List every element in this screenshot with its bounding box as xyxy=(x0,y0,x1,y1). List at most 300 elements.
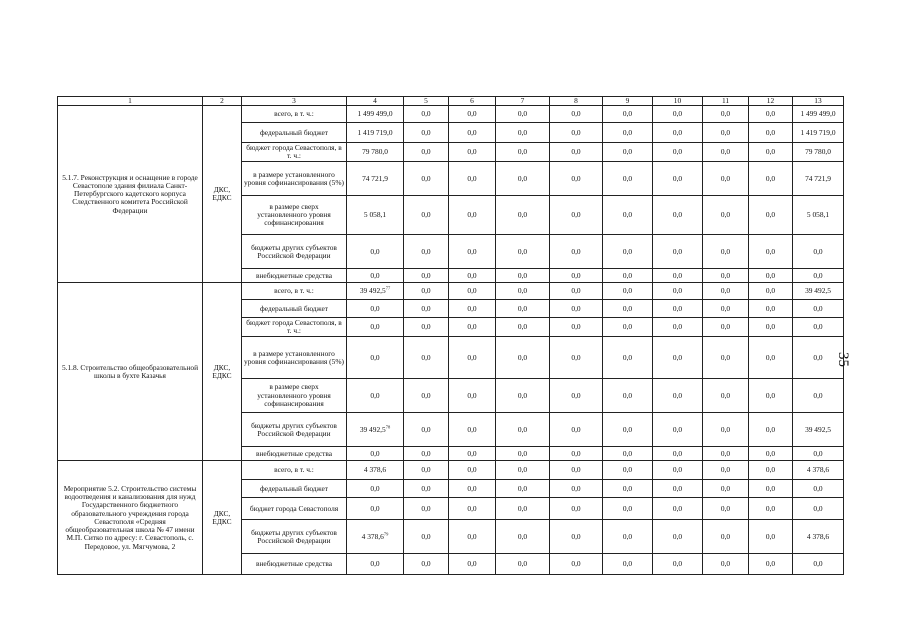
value-text: 0,0 xyxy=(421,303,431,313)
value-cell xyxy=(347,196,404,235)
value-cell xyxy=(550,269,603,283)
value-text: 0,0 xyxy=(467,246,477,256)
value-cell xyxy=(496,461,550,480)
value-cell xyxy=(347,269,404,283)
value-cell xyxy=(550,300,603,318)
value-text: 0,0 xyxy=(517,303,528,313)
value-text: 0,0 xyxy=(517,147,528,157)
value-cell xyxy=(347,480,404,498)
value-text: 0,0 xyxy=(720,147,731,157)
value-text: 0,0 xyxy=(672,286,683,296)
value-cell xyxy=(449,461,496,480)
value-cell xyxy=(449,520,496,554)
column-header: 11 xyxy=(703,97,749,106)
value-text: 0,0 xyxy=(421,147,431,157)
value-cell xyxy=(449,480,496,498)
value-text: 0,0 xyxy=(813,390,823,400)
value-text: 1 419 719,0 xyxy=(357,127,393,137)
value-text: 0,0 xyxy=(517,210,528,220)
value-text: 0,0 xyxy=(517,503,528,513)
value-text: 0,0 xyxy=(421,127,431,137)
value-text: 0,0 xyxy=(467,147,477,157)
value-cell xyxy=(496,235,550,269)
value-cell xyxy=(749,520,793,554)
value-text: 0,0 xyxy=(672,483,683,493)
value-cell xyxy=(449,300,496,318)
value-cell xyxy=(449,283,496,300)
value-text: 0,0 xyxy=(467,424,477,434)
header-row xyxy=(58,97,844,106)
table-row xyxy=(58,461,844,480)
value-text: 0,0 xyxy=(370,483,380,493)
value-cell xyxy=(749,318,793,337)
value-text: 0,0 xyxy=(765,352,776,362)
funding-source-label: в размере сверх установленного уровня софинансирования xyxy=(242,379,347,413)
value-cell xyxy=(703,498,749,520)
value-cell xyxy=(653,520,703,554)
value-cell xyxy=(603,461,653,480)
value-text: 0,0 xyxy=(517,173,528,183)
value-text: 0,0 xyxy=(765,448,776,458)
funding-source-label: в размере установленного уровня софинансирования (5%) xyxy=(242,337,347,379)
value-text: 0,0 xyxy=(571,286,581,296)
value-cell xyxy=(404,123,449,143)
column-header: 7 xyxy=(496,97,550,106)
value-cell xyxy=(603,123,653,143)
value-cell xyxy=(603,318,653,337)
value-text: 0,0 xyxy=(720,390,731,400)
value-text: 74 721,9 xyxy=(805,173,831,183)
value-cell xyxy=(793,300,844,318)
value-cell xyxy=(404,413,449,447)
value-cell xyxy=(653,269,703,283)
value-text: 0,0 xyxy=(672,322,683,332)
value-cell xyxy=(496,554,550,575)
value-text: 0,0 xyxy=(571,173,581,183)
value-cell xyxy=(653,413,703,447)
value-cell xyxy=(550,162,603,196)
value-cell xyxy=(550,143,603,162)
value-cell xyxy=(603,162,653,196)
value-cell xyxy=(653,498,703,520)
value-cell xyxy=(603,447,653,461)
value-text: 39 492,5 xyxy=(805,424,831,434)
value-text: 0,0 xyxy=(672,390,683,400)
value-cell xyxy=(793,461,844,480)
value-text: 0,0 xyxy=(765,465,776,475)
value-cell xyxy=(749,447,793,461)
value-text: 1 499 499,0 xyxy=(357,109,393,119)
value-cell xyxy=(793,480,844,498)
value-text: 0,0 xyxy=(370,390,380,400)
value-cell xyxy=(603,520,653,554)
value-text: 0,0 xyxy=(720,322,731,332)
value-text: 0,0 xyxy=(370,448,380,458)
value-text: 5 058,1 xyxy=(363,210,387,220)
value-cell xyxy=(550,283,603,300)
value-cell xyxy=(749,337,793,379)
value-text: 0,0 xyxy=(571,246,581,256)
value-text: 0,0 xyxy=(467,210,477,220)
value-cell xyxy=(449,318,496,337)
value-text: 0,0 xyxy=(672,448,683,458)
value-cell xyxy=(653,447,703,461)
value-cell xyxy=(496,498,550,520)
value-cell xyxy=(603,379,653,413)
value-cell xyxy=(793,106,844,123)
value-cell xyxy=(347,106,404,123)
value-text: 0,0 xyxy=(370,303,380,313)
value-cell xyxy=(653,283,703,300)
value-cell xyxy=(404,143,449,162)
value-cell xyxy=(404,447,449,461)
funding-source-label: бюджеты других субъектов Российской Федерации xyxy=(242,520,347,554)
value-text: 0,0 xyxy=(720,352,731,362)
value-cell xyxy=(653,196,703,235)
value-cell xyxy=(653,300,703,318)
value-cell xyxy=(347,123,404,143)
value-cell xyxy=(749,283,793,300)
value-text: 0,0 xyxy=(622,465,633,475)
value-text: 39 492,5 xyxy=(359,424,386,434)
value-text: 0,0 xyxy=(672,352,683,362)
column-header: 8 xyxy=(550,97,603,106)
value-cell xyxy=(550,498,603,520)
value-text: 0,0 xyxy=(622,270,633,280)
value-text: 0,0 xyxy=(720,270,731,280)
value-text: 0,0 xyxy=(517,465,528,475)
value-cell xyxy=(496,106,550,123)
value-text: 0,0 xyxy=(517,286,528,296)
value-text: 4 378,6 xyxy=(363,465,387,475)
value-text: 0,0 xyxy=(421,246,431,256)
value-cell xyxy=(653,337,703,379)
value-text: 0,0 xyxy=(622,246,633,256)
value-cell xyxy=(550,413,603,447)
value-text: 0,0 xyxy=(622,210,633,220)
value-text: 0,0 xyxy=(370,270,380,280)
value-text: 0,0 xyxy=(813,352,823,362)
value-cell xyxy=(404,318,449,337)
value-text: 0,0 xyxy=(517,559,528,569)
table-row xyxy=(58,283,844,300)
funding-source-label: внебюджетные средства xyxy=(242,269,347,283)
value-cell xyxy=(449,554,496,575)
value-text: 0,0 xyxy=(517,390,528,400)
value-cell xyxy=(404,162,449,196)
column-header: 4 xyxy=(347,97,404,106)
value-cell xyxy=(347,235,404,269)
value-cell xyxy=(603,480,653,498)
value-cell xyxy=(550,235,603,269)
value-cell xyxy=(703,235,749,269)
value-cell xyxy=(449,162,496,196)
value-cell xyxy=(496,269,550,283)
value-cell xyxy=(404,106,449,123)
value-cell xyxy=(496,337,550,379)
value-cell xyxy=(703,196,749,235)
value-cell xyxy=(749,300,793,318)
value-text: 0,0 xyxy=(765,173,776,183)
value-cell xyxy=(793,318,844,337)
value-text: 0,0 xyxy=(370,503,380,513)
value-cell xyxy=(347,283,404,300)
measure-name: 5.1.7. Реконструкция и оснащение в городе Севастополе здания филиала Санкт-Петербургского кадетского корпуса Следственного комитета Российской Федерации xyxy=(58,106,203,283)
value-cell xyxy=(404,269,449,283)
value-text: 0,0 xyxy=(517,483,528,493)
value-text: 0,0 xyxy=(813,448,823,458)
value-cell xyxy=(496,379,550,413)
value-cell xyxy=(603,196,653,235)
value-cell xyxy=(793,143,844,162)
value-text: 0,0 xyxy=(370,322,380,332)
funding-source-label: в размере установленного уровня софинансирования (5%) xyxy=(242,162,347,196)
value-text: 0,0 xyxy=(517,531,528,541)
value-cell xyxy=(347,413,404,447)
value-cell xyxy=(793,235,844,269)
value-text: 0,0 xyxy=(765,424,776,434)
value-cell xyxy=(603,269,653,283)
footnote-mark: 77 xyxy=(385,285,391,291)
value-cell xyxy=(653,554,703,575)
value-text: 0,0 xyxy=(765,390,776,400)
table-body xyxy=(58,97,844,575)
value-text: 0,0 xyxy=(517,246,528,256)
value-text: 0,0 xyxy=(720,109,731,119)
value-text: 0,0 xyxy=(813,483,823,493)
value-text: 0,0 xyxy=(622,503,633,513)
value-text: 0,0 xyxy=(421,322,431,332)
value-cell xyxy=(749,269,793,283)
value-cell xyxy=(653,143,703,162)
value-cell xyxy=(749,413,793,447)
value-cell xyxy=(653,123,703,143)
value-cell xyxy=(603,106,653,123)
value-cell xyxy=(793,162,844,196)
value-text: 0,0 xyxy=(571,465,581,475)
measure-name: Мероприятие 5.2. Строительство системы водоотведения и канализования для нужд Государственного бюджетного образовательного учреждения города Севастополя «Средняя общеобразовательная школа № 47 имени М.П. Ситко по адресу: г. Севастополь, с. Передовое, ул. Мягчумова, 2 xyxy=(58,461,203,575)
value-cell xyxy=(703,379,749,413)
value-text: 0,0 xyxy=(672,127,683,137)
column-header: 9 xyxy=(603,97,653,106)
value-text: 0,0 xyxy=(672,270,683,280)
value-text: 0,0 xyxy=(421,210,431,220)
value-cell xyxy=(496,300,550,318)
value-cell xyxy=(449,106,496,123)
value-text: 1 419 719,0 xyxy=(800,127,836,137)
value-text: 0,0 xyxy=(765,109,776,119)
value-text: 0,0 xyxy=(672,424,683,434)
value-text: 0,0 xyxy=(467,483,477,493)
funding-source-label: всего, в т. ч.: xyxy=(242,106,347,123)
value-cell xyxy=(449,123,496,143)
value-text: 0,0 xyxy=(571,210,581,220)
value-text: 0,0 xyxy=(421,424,431,434)
value-text: 0,0 xyxy=(672,210,683,220)
funding-source-label: внебюджетные средства xyxy=(242,554,347,575)
value-cell xyxy=(603,300,653,318)
value-cell xyxy=(347,300,404,318)
value-text: 0,0 xyxy=(720,210,731,220)
value-text: 0,0 xyxy=(571,352,581,362)
value-cell xyxy=(404,300,449,318)
value-text: 0,0 xyxy=(765,322,776,332)
value-text: 0,0 xyxy=(622,531,633,541)
value-text: 0,0 xyxy=(672,531,683,541)
value-text: 0,0 xyxy=(622,303,633,313)
value-cell xyxy=(449,196,496,235)
value-text: 0,0 xyxy=(467,352,477,362)
value-cell xyxy=(603,413,653,447)
value-text: 0,0 xyxy=(765,559,776,569)
value-cell xyxy=(793,196,844,235)
value-cell xyxy=(496,480,550,498)
value-cell xyxy=(404,283,449,300)
value-cell xyxy=(404,498,449,520)
value-cell xyxy=(496,447,550,461)
value-text: 0,0 xyxy=(421,503,431,513)
value-cell xyxy=(347,318,404,337)
value-text: 0,0 xyxy=(467,559,477,569)
value-text: 0,0 xyxy=(421,109,431,119)
value-text: 0,0 xyxy=(720,448,731,458)
value-cell xyxy=(749,143,793,162)
value-cell xyxy=(749,196,793,235)
budget-table xyxy=(57,96,844,575)
value-text: 0,0 xyxy=(421,352,431,362)
value-text: 0,0 xyxy=(467,465,477,475)
value-text: 0,0 xyxy=(672,246,683,256)
value-text: 0,0 xyxy=(421,448,431,458)
value-cell xyxy=(749,498,793,520)
value-cell xyxy=(749,480,793,498)
value-cell xyxy=(793,498,844,520)
value-text: 0,0 xyxy=(813,322,823,332)
value-text: 0,0 xyxy=(720,127,731,137)
value-cell xyxy=(749,106,793,123)
value-cell xyxy=(603,337,653,379)
value-text: 0,0 xyxy=(720,483,731,493)
column-header: 1 xyxy=(58,97,203,106)
value-text: 0,0 xyxy=(571,147,581,157)
value-cell xyxy=(703,447,749,461)
value-text: 0,0 xyxy=(720,531,731,541)
funding-source-label: бюджеты других субъектов Российской Федерации xyxy=(242,413,347,447)
value-text: 0,0 xyxy=(672,109,683,119)
value-cell xyxy=(703,269,749,283)
value-text: 0,0 xyxy=(421,286,431,296)
value-text: 0,0 xyxy=(517,448,528,458)
value-cell xyxy=(347,520,404,554)
value-cell xyxy=(550,196,603,235)
value-cell xyxy=(703,461,749,480)
value-text: 0,0 xyxy=(622,352,633,362)
value-cell xyxy=(404,480,449,498)
value-cell xyxy=(550,106,603,123)
value-cell xyxy=(703,106,749,123)
value-text: 0,0 xyxy=(720,303,731,313)
value-cell xyxy=(703,337,749,379)
value-cell xyxy=(793,283,844,300)
page-number: 35 xyxy=(835,352,851,367)
value-text: 0,0 xyxy=(370,246,380,256)
value-text: 0,0 xyxy=(765,270,776,280)
value-text: 0,0 xyxy=(672,147,683,157)
value-text: 0,0 xyxy=(765,286,776,296)
value-cell xyxy=(449,413,496,447)
value-text: 0,0 xyxy=(765,303,776,313)
value-cell xyxy=(550,461,603,480)
value-cell xyxy=(496,143,550,162)
value-cell xyxy=(449,447,496,461)
value-text: 0,0 xyxy=(517,352,528,362)
value-cell xyxy=(496,196,550,235)
value-cell xyxy=(749,379,793,413)
value-cell xyxy=(496,162,550,196)
value-text: 0,0 xyxy=(672,465,683,475)
value-text: 0,0 xyxy=(467,303,477,313)
value-text: 0,0 xyxy=(467,531,477,541)
value-cell xyxy=(793,447,844,461)
value-text: 0,0 xyxy=(421,270,431,280)
value-cell xyxy=(496,520,550,554)
value-text: 0,0 xyxy=(672,303,683,313)
value-cell xyxy=(404,196,449,235)
value-cell xyxy=(404,520,449,554)
column-header: 6 xyxy=(449,97,496,106)
value-text: 0,0 xyxy=(517,127,528,137)
column-header: 2 xyxy=(203,97,242,106)
value-text: 0,0 xyxy=(421,531,431,541)
value-cell xyxy=(793,413,844,447)
value-text: 39 492,5 xyxy=(359,286,386,296)
value-text: 0,0 xyxy=(720,424,731,434)
value-text: 0,0 xyxy=(622,424,633,434)
value-cell xyxy=(347,498,404,520)
funding-source-label: бюджет города Севастополя, в т. ч.: xyxy=(242,318,347,337)
value-text: 0,0 xyxy=(571,322,581,332)
value-cell xyxy=(703,554,749,575)
funding-source-label: всего, в т. ч.: xyxy=(242,283,347,300)
value-text: 0,0 xyxy=(622,127,633,137)
value-cell xyxy=(703,413,749,447)
value-text: 0,0 xyxy=(813,246,823,256)
value-text: 0,0 xyxy=(720,559,731,569)
executor-cell: ДКС, ЕДКС xyxy=(203,106,242,283)
value-text: 0,0 xyxy=(571,390,581,400)
value-text: 0,0 xyxy=(765,531,776,541)
value-text: 5 058,1 xyxy=(806,210,830,220)
value-text: 79 780,0 xyxy=(805,147,831,157)
value-cell xyxy=(603,498,653,520)
value-cell xyxy=(550,123,603,143)
value-text: 0,0 xyxy=(813,559,823,569)
value-cell xyxy=(347,447,404,461)
column-header: 13 xyxy=(793,97,844,106)
value-text: 0,0 xyxy=(571,303,581,313)
value-text: 0,0 xyxy=(622,559,633,569)
value-cell xyxy=(496,413,550,447)
value-cell xyxy=(653,106,703,123)
value-cell xyxy=(603,143,653,162)
value-cell xyxy=(550,520,603,554)
value-text: 0,0 xyxy=(467,109,477,119)
value-cell xyxy=(703,283,749,300)
value-text: 0,0 xyxy=(421,483,431,493)
value-text: 0,0 xyxy=(467,448,477,458)
value-cell xyxy=(496,318,550,337)
funding-source-label: федеральный бюджет xyxy=(242,480,347,498)
